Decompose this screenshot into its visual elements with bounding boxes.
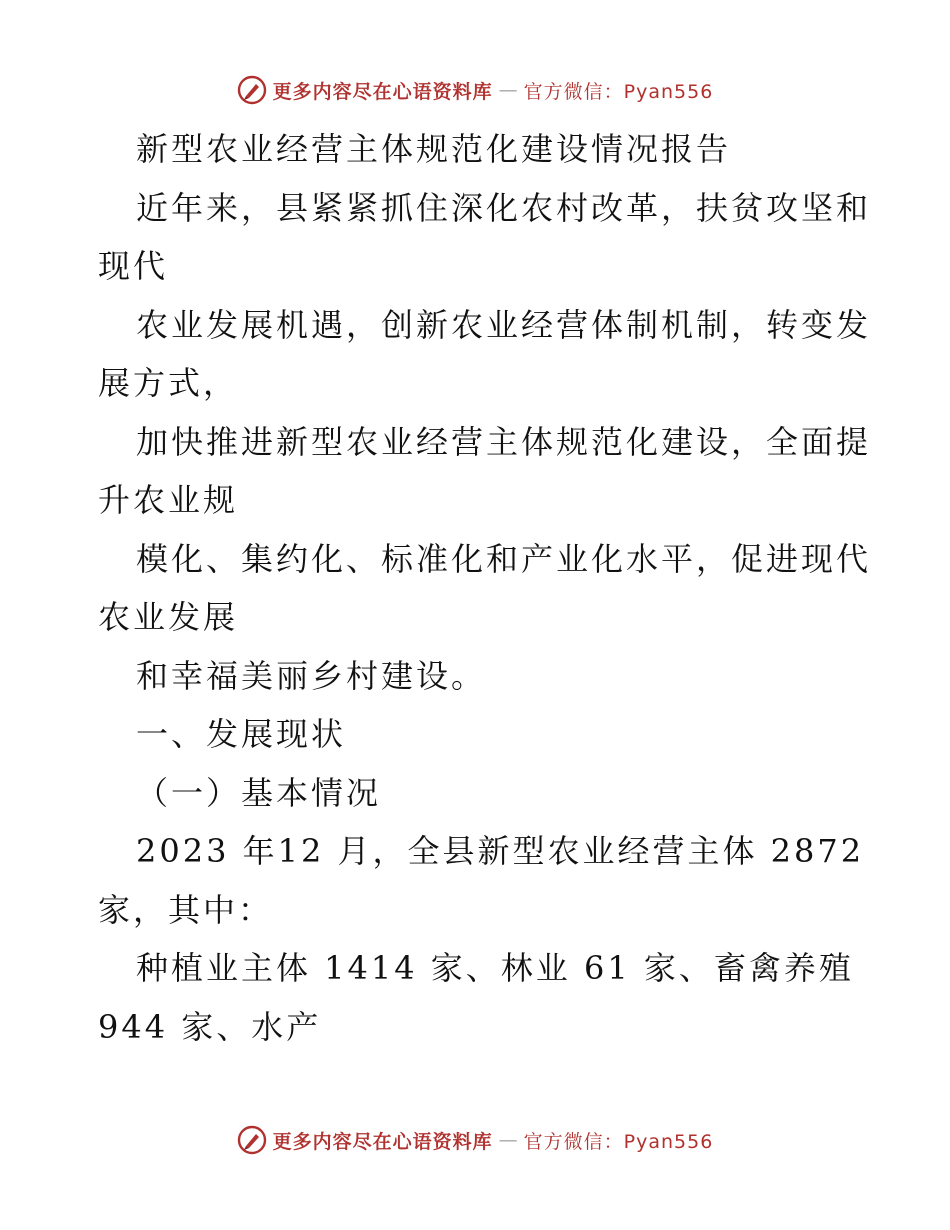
- watermark-brand-text: 更多内容尽在心语资料库: [272, 80, 493, 103]
- text-line: 模化、集约化、标准化和产业化水平，促进现代: [136, 539, 872, 578]
- text-line: 展方式，: [98, 364, 239, 402]
- watermark-separator: —: [498, 1129, 518, 1151]
- pen-circle-logo-icon: [237, 75, 267, 105]
- text-line: 家，其中：: [98, 890, 274, 929]
- subsection-heading: （一）基本情况: [136, 773, 382, 812]
- text-line: 农业发展: [98, 598, 239, 636]
- text-line: 944 家、水产: [98, 1007, 322, 1046]
- document-body: [98, 120, 872, 1056]
- header-watermark: [0, 70, 950, 110]
- watermark-separator: —: [498, 79, 518, 101]
- document-title: 新型农业经营主体规范化建设情况报告: [136, 130, 732, 168]
- text-line: 和幸福美丽乡村建设。: [136, 656, 487, 695]
- text-line: 近年来，县紧紧抓住深化农村改革，扶贫攻坚和: [136, 188, 872, 227]
- text-line: 农业发展机遇，创新农业经营体制机制，转变发: [136, 305, 872, 344]
- footer-watermark: [0, 1120, 950, 1160]
- section-heading: 一、发展现状: [136, 715, 347, 753]
- pen-circle-logo-icon: [237, 1125, 267, 1155]
- watermark-contact-text: 官方微信：Pyan556: [523, 80, 714, 103]
- watermark-brand-text: 更多内容尽在心语资料库: [272, 1130, 493, 1153]
- text-line: 加快推进新型农业经营主体规范化建设，全面提: [136, 422, 872, 461]
- text-line: 升农业规: [98, 481, 239, 519]
- text-line: 种植业主体 1414 家、林业 61 家、畜禽养殖: [136, 949, 854, 987]
- text-line: 现代: [98, 247, 169, 285]
- text-line: 2023 年12 月，全县新型农业经营主体 2872: [136, 832, 865, 870]
- watermark-contact-text: 官方微信：Pyan556: [523, 1130, 714, 1153]
